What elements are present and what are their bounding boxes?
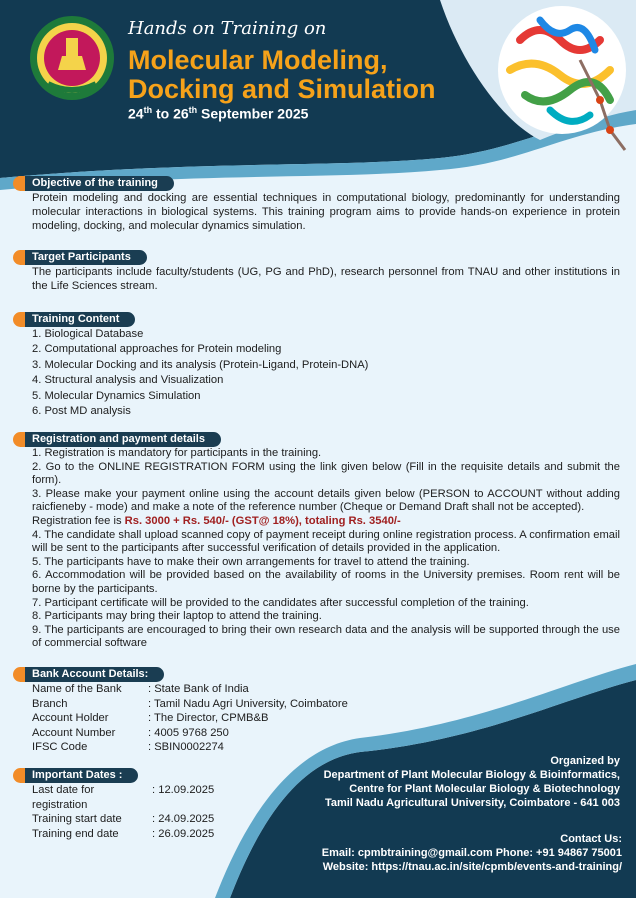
- bank-value: : 4005 9768 250: [148, 726, 229, 739]
- important-dates-list: [20, 783, 280, 841]
- list-item: 5. The participants have to make their own arrangements for travel to attend the training.: [32, 555, 470, 568]
- date-value: : 24.09.2025: [152, 813, 215, 825]
- registration-list: [20, 447, 620, 651]
- contact-heading: Contact Us:: [560, 833, 622, 845]
- contact-website[interactable]: Website: https://tnau.ac.in/site/cpmb/events-and-training/: [322, 861, 622, 873]
- bank-value: : State Bank of India: [148, 683, 249, 695]
- bank-section: [20, 667, 380, 755]
- organizer-line: Centre for Plant Molecular Biology & Biotechnology: [349, 783, 620, 795]
- objective-section: [20, 176, 620, 233]
- contact-email-phone[interactable]: Email: cpmbtraining@gmail.com Phone: +91 94867 75001: [321, 847, 622, 859]
- date-label: Training start date: [32, 813, 122, 825]
- list-item: 9. The participants are encouraged to bring their own research data and the analysis will be supported through the use of commercial software: [32, 623, 620, 650]
- date-label: Training end date: [32, 827, 119, 840]
- bank-label: IFSC Code: [32, 741, 88, 753]
- bank-value: : Tamil Nadu Agri University, Coimbatore: [148, 697, 348, 710]
- bank-details: [20, 682, 380, 755]
- list-item: 7. Participant certificate will be provided to the candidates after successful completion of the training.: [32, 596, 529, 609]
- list-item: 5. Molecular Dynamics Simulation: [32, 389, 201, 402]
- date-value: : 26.09.2025: [152, 827, 215, 840]
- list-item: 4. The candidate shall upload scanned copy of payment receipt during online registration process. A confirmation email will be sent to the participants after successful verification of details provided in the application.: [32, 528, 620, 555]
- bank-label: Branch: [32, 697, 68, 710]
- header-main-title: Molecular Modeling, Docking and Simulation: [128, 45, 436, 104]
- list-item: 4. Structural analysis and Visualization: [32, 374, 224, 387]
- list-item: 2. Go to the ONLINE REGISTRATION FORM using the link given below (Fill in the requisite details and submit the form).: [32, 460, 620, 487]
- date-value: : 12.09.2025: [152, 784, 215, 796]
- organizer-line: Tamil Nadu Agricultural University, Coimbatore - 641 003: [324, 797, 620, 809]
- protein-structure-illustration: [480, 0, 636, 160]
- list-item: 6. Post MD analysis: [32, 405, 131, 418]
- contact-block: [262, 832, 622, 874]
- list-item: 1. Registration is mandatory for participants in the training.: [32, 447, 322, 459]
- bank-label: Name of the Bank: [32, 683, 122, 695]
- bank-value: : SBIN0002274: [148, 741, 224, 753]
- fee-prefix: Registration fee is: [32, 514, 125, 527]
- list-item: 6. Accommodation will be provided based on the availability of rooms in the University premises. Room rent will be borne by the participants.: [32, 569, 620, 595]
- bank-label: Account Holder: [32, 712, 109, 724]
- list-item: 3. Molecular Docking and its analysis (Protein-Ligand, Protein-DNA): [32, 358, 369, 371]
- registration-section: [20, 432, 620, 651]
- header-script-title: Hands on Training on: [128, 18, 327, 39]
- organizer-block: [290, 754, 620, 810]
- header-dates: 24th to 26th September 2025: [128, 105, 309, 122]
- target-text: The participants include faculty/students (UG, PG and PhD), research personnel from TNAU and other institutions in the Life Sciences stream.: [32, 266, 620, 292]
- list-item: 1. Biological Database: [32, 328, 144, 340]
- bank-label: Account Number: [32, 726, 116, 739]
- target-heading: Target Participants: [20, 250, 147, 265]
- list-item: 3. Please make your payment online using the account details given below (PERSON to ACCOUNT without adding raicfieneby - mode) and make a note of the reference number (Cheque or Demand Draft shall not be accepted). Registration fee is Rs. 3000 + Rs. 540/- (GST@ 18%), totaling Rs. 3540/-: [32, 487, 620, 527]
- target-section: [20, 250, 620, 293]
- registration-heading: Registration and payment details: [20, 432, 221, 447]
- list-item: 8. Participants may bring their laptop to attend the training.: [32, 610, 322, 623]
- bank-value: : The Director, CPMB&B: [148, 712, 269, 724]
- important-dates-section: [20, 768, 280, 841]
- organizer-heading: Organized by: [550, 755, 620, 767]
- bank-heading: Bank Account Details:: [20, 667, 164, 682]
- objective-text: Protein modeling and docking are essential techniques in computational biology, predominantly for understanding molecular interactions in biological systems. This training program aims to provide hands-on experience in protein modeling, docking, and molecular dynamics simulation.: [32, 192, 620, 232]
- important-dates-heading: Important Dates :: [20, 768, 138, 783]
- date-label: Last date for registration: [32, 784, 95, 811]
- organizer-line: Department of Plant Molecular Biology & Bioinformatics,: [323, 769, 620, 781]
- objective-heading: Objective of the training: [20, 176, 174, 191]
- training-content-heading: Training Content: [20, 312, 135, 327]
- list-item: 2. Computational approaches for Protein modeling: [32, 343, 282, 356]
- university-logo: [28, 14, 116, 102]
- training-content-list: [20, 327, 620, 419]
- fee-value: Rs. 3000 + Rs. 540/- (GST@ 18%), totaling Rs. 3540/-: [124, 514, 401, 527]
- training-content-section: [20, 312, 620, 419]
